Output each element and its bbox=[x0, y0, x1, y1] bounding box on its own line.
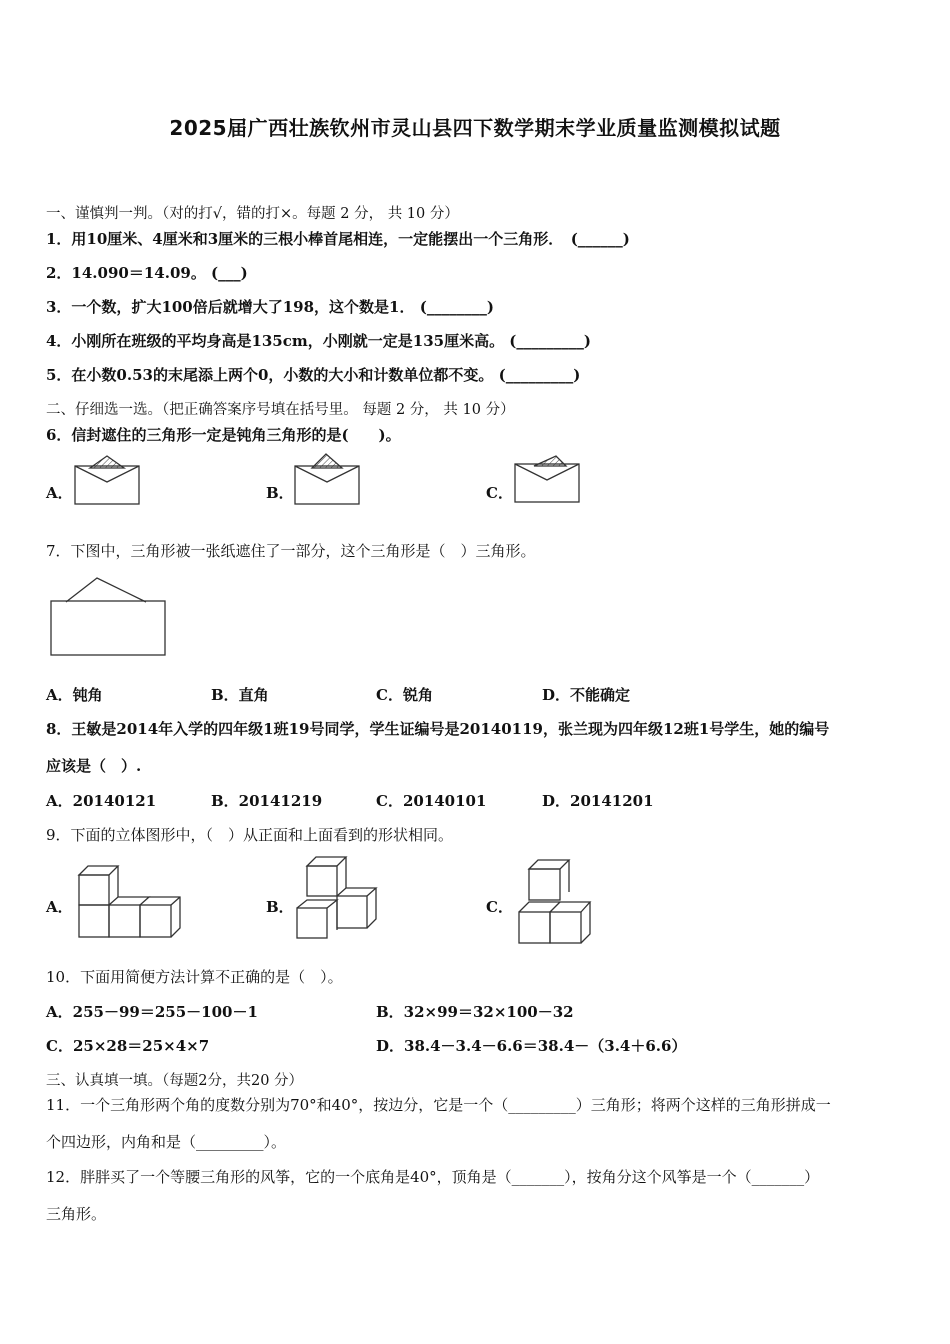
question-9-stem: 9．下面的立体图形中，（ ）从正面和上面看到的形状相同。 bbox=[46, 826, 454, 844]
section-1-heading: 一、谨慎判一判。（对的打√，错的打×。每题 2 分， 共 10 分） bbox=[46, 206, 459, 222]
question-7-option-c: C．锐角 bbox=[376, 686, 433, 704]
question-7-option-a: A．钝角 bbox=[46, 686, 103, 704]
question-8-option-d: D．20141201 bbox=[542, 792, 654, 810]
question-6-label-b: B． bbox=[266, 484, 294, 502]
section-2-heading: 二、仔细选一选。（把正确答案序号填在括号里。 每题 2 分， 共 10 分） bbox=[46, 402, 515, 418]
question-3: 3．一个数，扩大100倍后就增大了198，这个数是1． (________) bbox=[46, 298, 494, 316]
envelope-figure-b bbox=[292, 450, 364, 508]
question-8-option-a: A．20140121 bbox=[46, 792, 157, 810]
envelope-figure-a bbox=[72, 450, 144, 508]
question-9-label-a: A． bbox=[46, 898, 73, 916]
question-7-stem: 7．下图中，三角形被一张纸遮住了一部分，这个三角形是（ ）三角形。 bbox=[46, 542, 536, 560]
cube-figure-c bbox=[514, 856, 600, 948]
question-10-option-b: B．32×99＝32×100－32 bbox=[376, 1003, 574, 1021]
cube-figure-a bbox=[76, 862, 186, 944]
question-1: 1．用10厘米、4厘米和3厘米的三根小棒首尾相连，一定能摆出一个三角形． (______) bbox=[46, 230, 630, 248]
section-3-heading: 三、认真填一填。（每题2分，共20 分） bbox=[46, 1073, 304, 1089]
question-6-stem: 6．信封遮住的三角形一定是钝角三角形的是( )。 bbox=[46, 426, 401, 444]
page-title: 2025届广西壮族钦州市灵山县四下数学期末学业质量监测模拟试题 bbox=[169, 116, 781, 140]
question-10-stem: 10．下面用简便方法计算不正确的是（ ）。 bbox=[46, 968, 343, 986]
question-8-option-b: B．20141219 bbox=[211, 792, 323, 810]
question-7-option-b: B．直角 bbox=[211, 686, 269, 704]
cube-figure-b bbox=[294, 852, 386, 944]
question-2: 2．14.090＝14.09。 (___) bbox=[46, 264, 248, 282]
question-8-stem-line1: 8．王敏是2014年入学的四年级1班19号同学，学生证编号是20140119，张兰现为四年级12班1号学生，她的编号 bbox=[46, 720, 830, 738]
question-8-option-c: C．20140101 bbox=[376, 792, 487, 810]
question-12-line2: 三角形。 bbox=[46, 1205, 107, 1223]
question-9-label-c: C． bbox=[486, 898, 513, 916]
question-5: 5．在小数0.53的末尾添上两个0，小数的大小和计数单位都不变。 (_________) bbox=[46, 366, 581, 384]
question-4: 4．小刚所在班级的平均身高是135cm，小刚就一定是135厘米高。 (_________) bbox=[46, 332, 591, 350]
question-9-label-b: B． bbox=[266, 898, 294, 916]
question-10-option-d: D．38.4－3.4－6.6＝38.4－（3.4＋6.6） bbox=[376, 1037, 687, 1055]
question-10-option-a: A．255－99＝255－100－1 bbox=[46, 1003, 258, 1021]
question-7-option-d: D．不能确定 bbox=[542, 686, 631, 704]
envelope-figure-c bbox=[512, 450, 584, 508]
question-10-option-c: C．25×28＝25×4×7 bbox=[46, 1037, 210, 1055]
question-12-line1: 12．胖胖买了一个等腰三角形的风筝，它的一个底角是40°，顶角是（_______），按角分这个风筝是一个（_______） bbox=[46, 1168, 820, 1186]
question-6-label-a: A． bbox=[46, 484, 73, 502]
question-11-line1: 11．一个三角形两个角的度数分别为70°和40°，按边分，它是一个（_________）三角形；将两个这样的三角形拼成一 bbox=[46, 1096, 831, 1114]
question-6-label-c: C． bbox=[486, 484, 513, 502]
question-8-stem-line2: 应该是（ ）. bbox=[46, 757, 142, 775]
covered-triangle-figure bbox=[48, 574, 170, 660]
question-11-line2: 个四边形，内角和是（_________）。 bbox=[46, 1133, 287, 1151]
